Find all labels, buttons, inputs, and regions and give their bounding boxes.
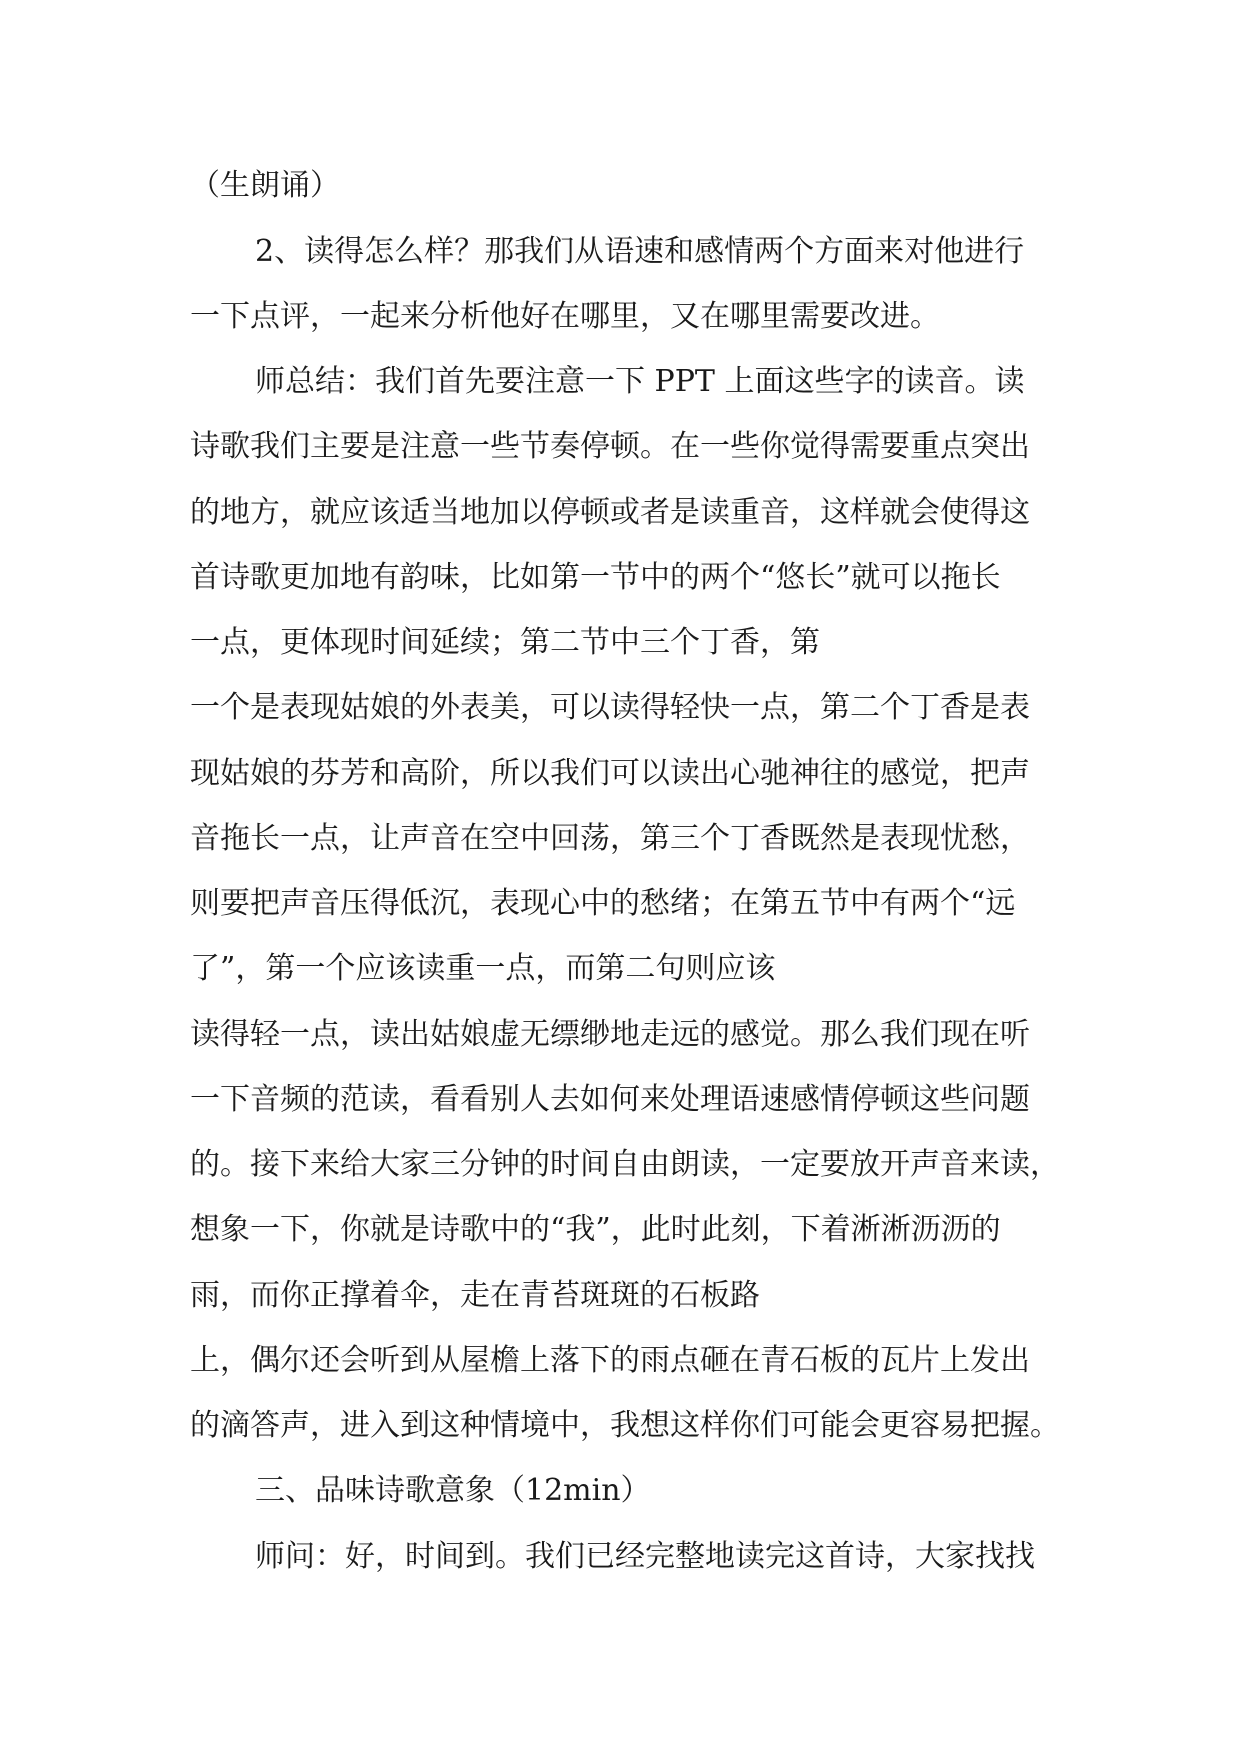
text-line: 师总结：我们首先要注意一下 PPT 上面这些字的读音。读	[255, 364, 1025, 399]
text-line: 一个是表现姑娘的外表美，可以读得轻快一点，第二个丁香是表	[190, 690, 1030, 725]
text-line: 的滴答声，进入到这种情境中，我想这样你们可能会更容易把握。	[190, 1408, 1060, 1443]
text-line: 一点，更体现时间延续；第二节中三个丁香，第	[190, 625, 820, 660]
section-heading: 三、品味诗歌意象（12min）	[255, 1473, 651, 1508]
text-line: 一下点评，一起来分析他好在哪里，又在哪里需要改进。	[190, 299, 940, 334]
text-line: 上，偶尔还会听到从屋檐上落下的雨点砸在青石板的瓦片上发出	[190, 1343, 1030, 1378]
text-line: （生朗诵）	[190, 168, 340, 203]
text-line: 的地方，就应该适当地加以停顿或者是读重音，这样就会使得这	[190, 495, 1030, 530]
text-line: 雨，而你正撑着伞，走在青苔斑斑的石板路	[190, 1278, 760, 1313]
text-line: 的。接下来给大家三分钟的时间自由朗读，一定要放开声音来读，	[190, 1147, 1060, 1182]
text-line: 2、读得怎么样？那我们从语速和感情两个方面来对他进行	[255, 234, 1025, 269]
text-line: 音拖长一点，让声音在空中回荡，第三个丁香既然是表现忧愁，	[190, 821, 1030, 856]
text-line: 师问：好，时间到。我们已经完整地读完这首诗，大家找找	[255, 1539, 1035, 1574]
text-line: 首诗歌更加地有韵味，比如第一节中的两个“悠长”就可以拖长	[190, 560, 1001, 595]
text-line: 现姑娘的芬芳和高阶，所以我们可以读出心驰神往的感觉，把声	[190, 756, 1030, 791]
text-line: 诗歌我们主要是注意一些节奏停顿。在一些你觉得需要重点突出	[190, 429, 1030, 464]
text-line: 了”，第一个应该读重一点，而第二句则应该	[190, 951, 776, 986]
text-line: 一下音频的范读，看看别人去如何来处理语速感情停顿这些问题	[190, 1082, 1030, 1117]
text-line: 读得轻一点，读出姑娘虚无缥缈地走远的感觉。那么我们现在听	[190, 1017, 1030, 1052]
text-line: 则要把声音压得低沉，表现心中的愁绪；在第五节中有两个“远	[190, 886, 1016, 921]
text-line: 想象一下，你就是诗歌中的“我”，此时此刻，下着淅淅沥沥的	[190, 1212, 1001, 1247]
